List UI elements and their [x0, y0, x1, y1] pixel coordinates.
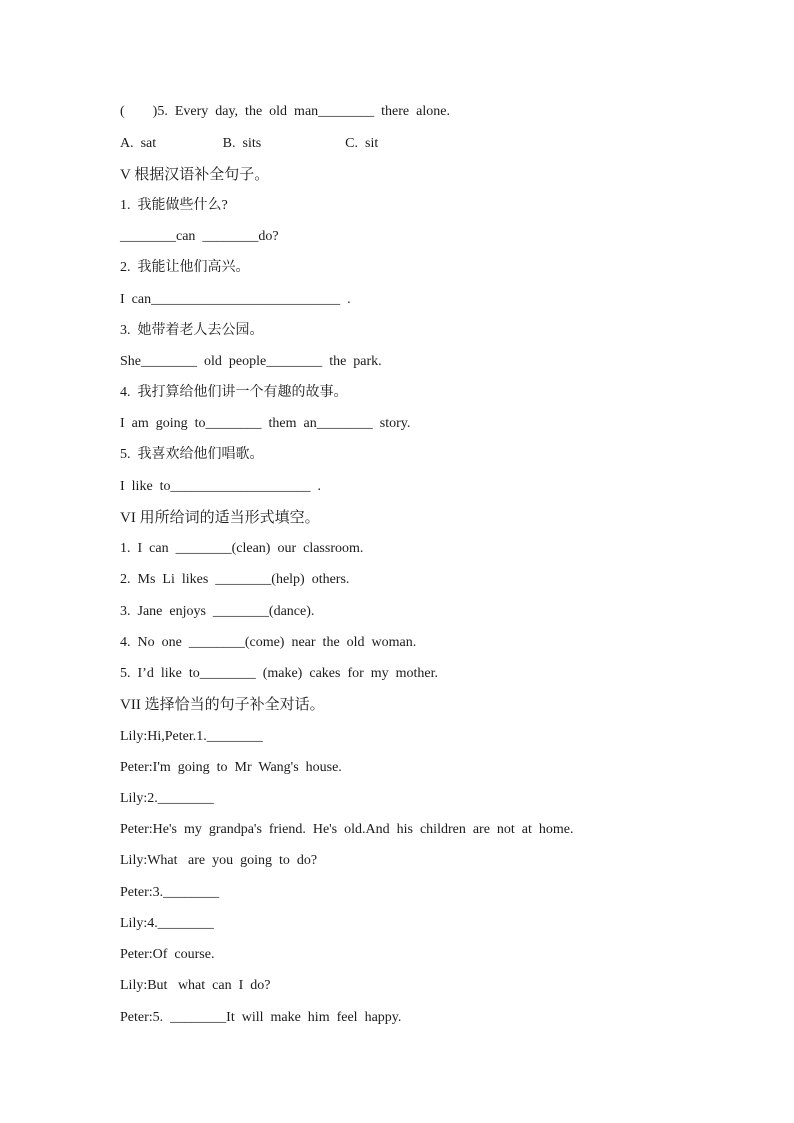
dialogue-line-3: Lily:2.________ — [120, 791, 214, 806]
question-5-options: A. sat B. sits C. sit — [120, 136, 379, 151]
dialogue-line-2: Peter:I'm going to Mr Wang's house. — [120, 760, 342, 775]
dialogue-line-6: Peter:3.________ — [120, 885, 220, 900]
dialogue-line-7: Lily:4.________ — [120, 916, 214, 931]
section-vi-heading: VI 用所给词的适当形式填空。 — [120, 510, 320, 526]
section-vi-item-4: 4. No one ________(come) near the old woman. — [120, 635, 417, 650]
section-vi-item-1: 1. I can ________(clean) our classroom. — [120, 541, 364, 556]
section-vii-heading: VII 选择恰当的句子补全对话。 — [120, 697, 325, 713]
section-vi-item-2: 2. Ms Li likes ________(help) others. — [120, 572, 350, 587]
dialogue-line-9: Lily:But what can I do? — [120, 978, 271, 993]
question-5-line: ( )5. Every day, the old man________ there alone. — [120, 104, 450, 119]
dialogue-line-10: Peter:5. ________It will make him feel happy. — [120, 1010, 402, 1025]
section-v-item-3-chinese: 3. 她带着老人去公园。 — [120, 323, 264, 338]
dialogue-line-1: Lily:Hi,Peter.1.________ — [120, 729, 263, 744]
dialogue-line-4: Peter:He's my grandpa's friend. He's old.And his children are not at home. — [120, 822, 574, 837]
section-vi-item-5: 5. I’d like to________ (make) cakes for my mother. — [120, 666, 439, 681]
dialogue-line-8: Peter:Of course. — [120, 947, 215, 962]
section-v-item-4-blank: I am going to________ them an________ story. — [120, 416, 411, 431]
section-v-item-5-chinese: 5. 我喜欢给他们唱歌。 — [120, 447, 264, 462]
section-v-item-3-blank: She________ old people________ the park. — [120, 354, 382, 369]
section-v-item-2-blank: I can___________________________ . — [120, 292, 351, 307]
section-v-item-1-blank: ________can ________do? — [120, 229, 279, 244]
section-v-item-5-blank: I like to____________________ . — [120, 479, 322, 494]
section-v-item-4-chinese: 4. 我打算给他们讲一个有趣的故事。 — [120, 385, 348, 400]
dialogue-line-5: Lily:What are you going to do? — [120, 853, 318, 868]
section-vi-item-3: 3. Jane enjoys ________(dance). — [120, 604, 315, 619]
section-v-heading: V 根据汉语补全句子。 — [120, 167, 270, 183]
section-v-item-2-chinese: 2. 我能让他们高兴。 — [120, 260, 250, 275]
section-v-item-1-chinese: 1. 我能做些什么? — [120, 198, 228, 213]
